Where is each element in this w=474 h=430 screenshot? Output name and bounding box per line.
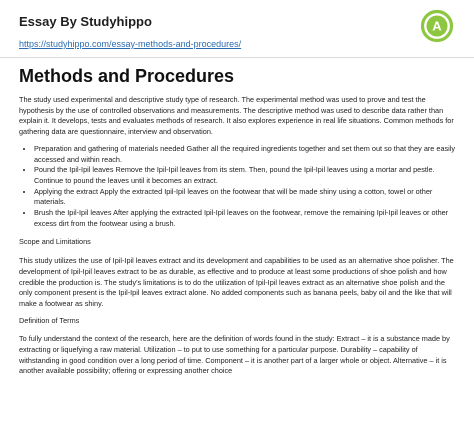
scope-heading: Scope and Limitations [19,237,91,247]
intro-paragraph: The study used experimental and descriptive study type of research. The experimental method was used to prove and test the hypothesis by the use of controlled observations and measurements. The descriptive method was used to describe data rather than explain it. It develops, tests and evaluates methods of research. It also explores experience in real life situations. Common methods for gathering data are questionnaire, interview and observation. [19,95,454,137]
site-brand[interactable]: Essay By Studyhippo [19,14,152,29]
list-item: • Brush the Ipil-Ipil leaves After applying the extracted Ipil-Ipil leaves on the footwear, remove the remaining Ipil-Ipil leaves or other excess dirt from the footwear using a brush. [34,208,459,229]
list-item: • Pound the Ipil-Ipil leaves Remove the Ipil-Ipil leaves from its stem. Then, pound the Ipil-Ipil leaves using a mortar and pestle. Continue to pound the leaves until it becomes an extract. [34,165,459,186]
list-item: • Preparation and gathering of materials needed Gather all the required ingredients together and set them out so that they are easily accessed and within reach. [34,144,459,165]
list-item: • Applying the extract Apply the extracted Ipil-Ipil leaves on the footwear that will be made shiny using a cotton, towel or other materials. [34,187,459,208]
article-body [19,66,459,383]
header-divider [0,57,474,58]
definition-heading: Definition of Terms [19,315,80,325]
page-url-link[interactable]: https://studyhippo.com/essay-methods-and-procedures/ [19,39,242,49]
site-header [0,0,474,64]
scope-paragraph: This study utilizes the use of Ipil-Ipil leaves extract and its development and capabilities to be used as an alternative shoe polisher. The development of Ipil-Ipil leaves extract to be as durable, as effective and to produce at least some productions of shoe polish and how credible the production is. The study's limitations is to do the utilization of Ipil-Ipil leaves extract as an alternative shoe polish and the only component present is the Ipil-Ipil leaves extract alone. No added components such as banana peels, baby oil and the like that will make a footwear as shiny. [19,256,454,308]
site-logo-icon[interactable] [420,9,454,43]
definition-paragraph: To fully understand the context of the research, here are the definition of words found in the study: Extract – it is a substance made by extracting or liquefying a raw material. Utilization – to put to use something for a particular purpose. Durability – capability of withstanding in good condition over a long period of time. Component – it is another part of a larger whole or object. Alternative – it is another available possibility; offering or expressing another choice [19,334,450,376]
article-title: Methods and Procedures [19,66,235,86]
logo-letter: A [432,18,442,34]
procedure-list [19,144,459,230]
